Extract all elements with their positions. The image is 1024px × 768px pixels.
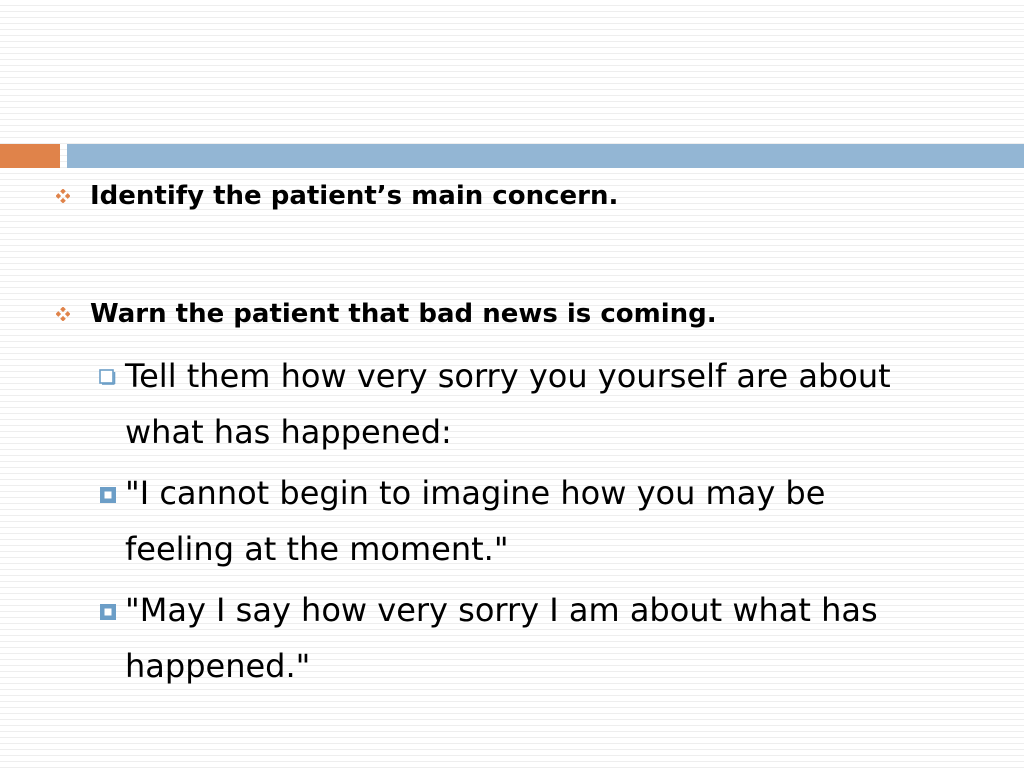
sub-bullet-text: "May I say how very sorry I am about what has happened." xyxy=(125,591,878,685)
bullet-text: Identify the patient’s main concern. xyxy=(90,181,619,211)
bullet-item xyxy=(52,180,618,212)
square-bullet-icon xyxy=(98,481,120,503)
accent-bar-blue xyxy=(67,144,1024,168)
four-diamond-bullet-icon xyxy=(52,303,74,325)
hollow-square-bullet-icon xyxy=(98,364,120,386)
sub-bullet-text: Tell them how very sorry you yourself are about what has happened: xyxy=(125,357,891,451)
four-diamond-bullet-icon xyxy=(52,185,74,207)
sub-bullet-item xyxy=(98,465,958,577)
bullet-text: Warn the patient that bad news is coming. xyxy=(90,299,717,329)
sub-bullet-text: "I cannot begin to imagine how you may be feeling at the moment." xyxy=(125,474,826,568)
square-bullet-icon xyxy=(98,598,120,620)
sub-bullet-item xyxy=(98,582,958,694)
accent-bar-orange xyxy=(0,144,60,168)
sub-bullet-item xyxy=(98,348,958,460)
bullet-item xyxy=(52,298,717,330)
